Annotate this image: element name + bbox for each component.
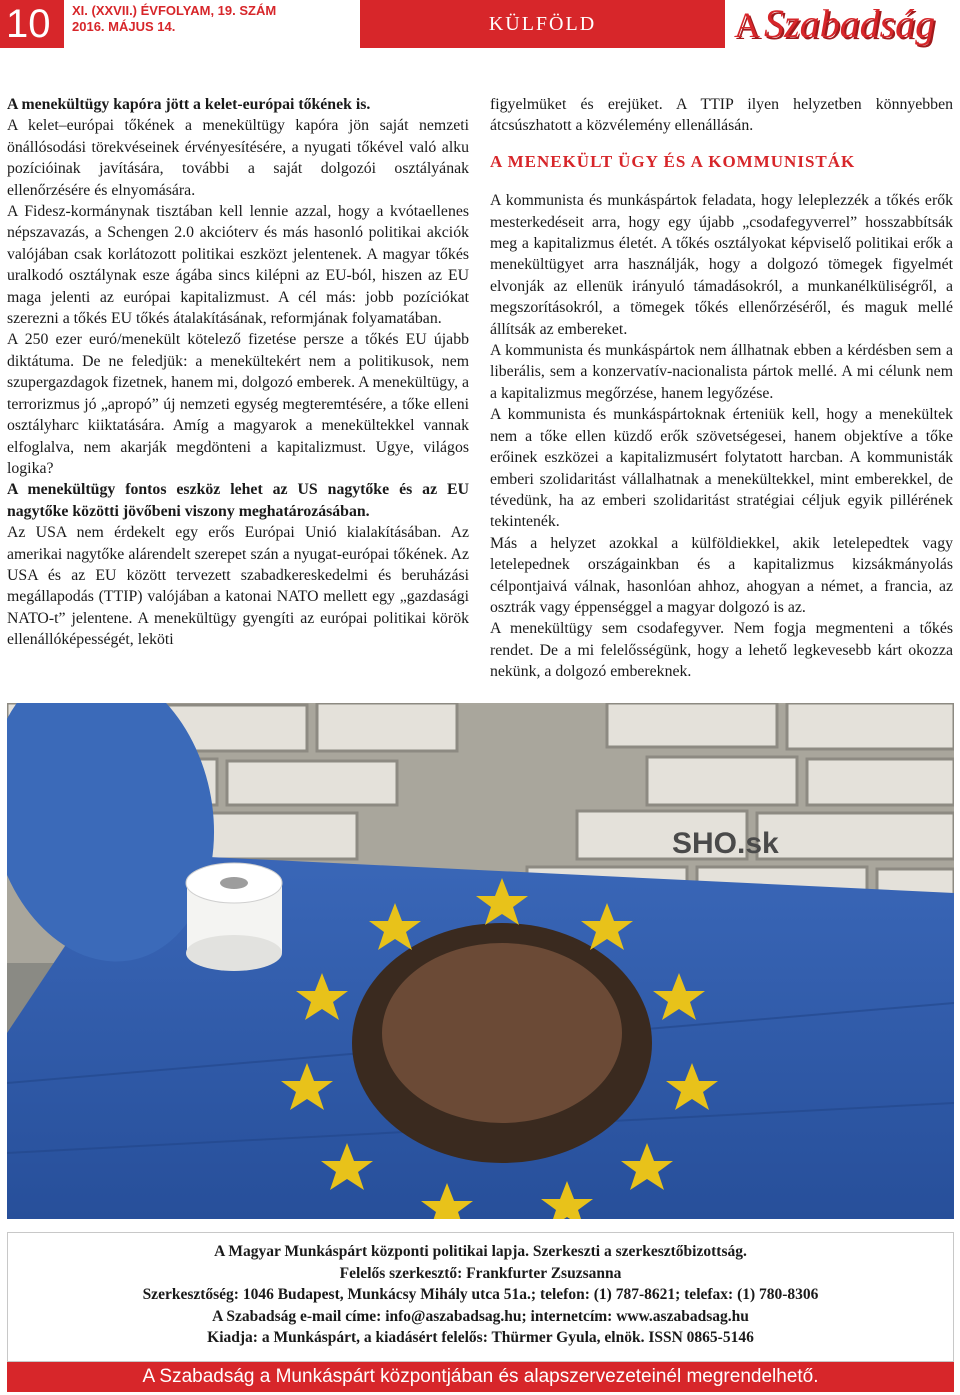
logo-name: Szabadság bbox=[764, 1, 936, 46]
section-title: KÜLFÖLD bbox=[360, 0, 725, 48]
paragraph: Az USA nem érdekelt egy erős Európai Unió kialakításában. Az amerikai nagytőke alárendelt szerepet szán a nyugat-európai tőkének. Az USA és az EU között tervezett szabadkereskedelmi és beruházási megállapodás (TTIP) valójában a katonai NATO mellett egy „gazdasági NATO-t” jelentene. A menekültügy gyengíti az európai politikai körök ellenállóképességét, leköti bbox=[7, 524, 469, 649]
paragraph: A menekültügy kapóra jött a kelet-európai tőkének is. bbox=[7, 96, 371, 113]
paragraph: A kelet–európai tőkének a menekültügy kapóra jön saját nemzeti önállósodási törekvéseinek érvényesítésére, a nyugati tőkével való alku pozícióinak javítására, további a saját dolgozói osztályának ellenőrzésére és elnyomására. bbox=[7, 117, 469, 199]
logo-article: A bbox=[734, 5, 760, 45]
brick bbox=[647, 757, 797, 805]
paragraph: A menekültügy fontos eszköz lehet az US nagytőke és az EU nagytőke közötti jövőbeni viszony meghatározásában. bbox=[7, 481, 469, 520]
article-column-left bbox=[7, 94, 469, 651]
imprint-line: Kiadja: a Munkáspárt, a kiadásért felelős: Thürmer Gyula, elnök. ISSN 0865-5146 bbox=[207, 1329, 754, 1346]
newspaper-logo bbox=[734, 0, 958, 50]
article-photo bbox=[7, 703, 954, 1219]
imprint-line: A Magyar Munkáspárt központi politikai lapja. Szerkeszti a szerkesztőbizottság. bbox=[214, 1243, 747, 1260]
brick bbox=[787, 703, 954, 749]
photo-watermark: SHO.sk bbox=[672, 827, 779, 860]
issue-info bbox=[72, 3, 276, 35]
brick bbox=[757, 813, 954, 859]
article-column-right bbox=[490, 94, 953, 683]
brick bbox=[227, 761, 397, 805]
paragraph: A 250 ezer euró/menekült kötelező fizetése persze a tőkés EU újabb diktátuma. De ne feledjük: a menekültekért nem a politikusok, nem szupergazdagok fizetnek, hanem mi, dolgozó emberek. A menekültügy, a terrorizmus jó „apropó” új nemzeti egység megteremtésére, a tőke elleni osztályharc kiiktatására. Amíg a magyarok a menekültekkel vannak elfoglalva, nem akarják megdönteni a kapitalizmust. Ugye, világos logika? bbox=[7, 331, 469, 477]
paragraph: Más a helyzet azokkal a külföldiekkel, akik letelepedtek vagy letelepednek országainkban és a kapitalizmus kizsákmányolás célpontjaivá válnak, hasonlóan ahhoz, ahogyan a német, a francia, az osztrák vagy éppenséggel a magyar dolgozó is az. bbox=[490, 534, 953, 616]
issue-date: 2016. MÁJUS 14. bbox=[72, 19, 176, 34]
toilet-paper-roll bbox=[186, 863, 282, 971]
eu-toilet-illustration bbox=[7, 703, 954, 1219]
paragraph: A kommunista és munkáspártok feladata, hogy leleplezzék a tőkés erők mesterkedéseit arra, hogy egy újabb „csodafegyverrel” hosszabbítsák meg a kapitalizmus életét. A tőkés osztályokat képviselő politikai erők a menekültügyet arra használják, hogy a dolgozó tömegek figyelmét elvonják az ellenük irányuló támadásokról, a munkanélküliségről, a megszorításokról, a tömegek tőkés ellenőrzéséről, és maguk mellé állítsák az embereket. bbox=[490, 192, 953, 338]
brick bbox=[317, 703, 457, 751]
subheading: A MENEKÜLT ÜGY ÉS A KOMMUNISTÁK bbox=[490, 151, 856, 171]
imprint-line: Felelős szerkesztő: Frankfurter Zsuzsanna bbox=[339, 1264, 622, 1282]
brick bbox=[197, 813, 357, 859]
brick bbox=[607, 703, 777, 747]
paragraph: figyelmüket és erejüket. A TTIP ilyen helyzetben könnyebben átcsúszhatott a közvélemény ellenállásán. bbox=[490, 96, 953, 135]
hole-depth bbox=[382, 943, 622, 1123]
imprint-line: Szerkesztőség: 1046 Budapest, Munkácsy Mihály utca 51a.; telefon: (1) 787-8621; telefax: (1) 780-8306 bbox=[142, 1286, 819, 1303]
paragraph: A kommunista és munkáspártok nem állhatnak ebben a kérdésben sem a liberális, sem a konzervatív-nacionalista pártok mellé. A mi célunk nem a kapitalizmus megőrzése, hanem legyőzése. bbox=[490, 342, 953, 402]
page-number: 10 bbox=[0, 0, 64, 48]
imprint-box bbox=[7, 1232, 954, 1362]
issue-volume: XI. (XXVII.) ÉVFOLYAM, 19. SZÁM bbox=[72, 3, 277, 18]
masthead bbox=[0, 0, 960, 50]
brick bbox=[807, 759, 954, 805]
paragraph: A Fidesz-kormánynak tisztában kell lennie azzal, hogy a kvótaellenes népszavazás, a Schengen 2.0 akcióterv és más hasonló politikai akciók valójában csak korlátozott politikai eszközt jelentenek. A magyar tőkés uralkodó osztálynak esze ágába sincs kilépni az EU-ból, hiszen az EU maga jelenti az európai kapitalizmust. A cél más: jobb pozíciókat szerezni a tőkés EU tőkés átalakításának, reformjának folyamatában. bbox=[7, 203, 469, 328]
imprint-line: A Szabadság e-mail címe: info@aszabadsag.hu; internetcím: www.aszabadsag.hu bbox=[212, 1307, 749, 1325]
paragraph: A menekültügy sem csodafegyver. Nem fogja megmenteni a tőkés rendet. De a mi felelősségünk, hogy a lehető legkevesebb kárt okozza nekünk, a dolgozó embereknek. bbox=[490, 620, 953, 681]
paragraph: A kommunista és munkáspártoknak érteniük kell, hogy a menekültek nem a tőke ellen küzdő erők szövetségesei, hanem objektíve a tőke erőinek eszközei a kapitalizmusért folytatott harcban. A kommunisták emberi szolidaritást vállalhatnak a menekültekkel, mint emberekkel, de tévedünk, ha az emberi szolidaritást stratégiai céljuk egyik pillérének tekintenék. bbox=[490, 406, 953, 531]
footer-banner: A Szabadság a Munkáspárt központjában és alapszervezeteinél megrendelhető. bbox=[7, 1362, 954, 1392]
